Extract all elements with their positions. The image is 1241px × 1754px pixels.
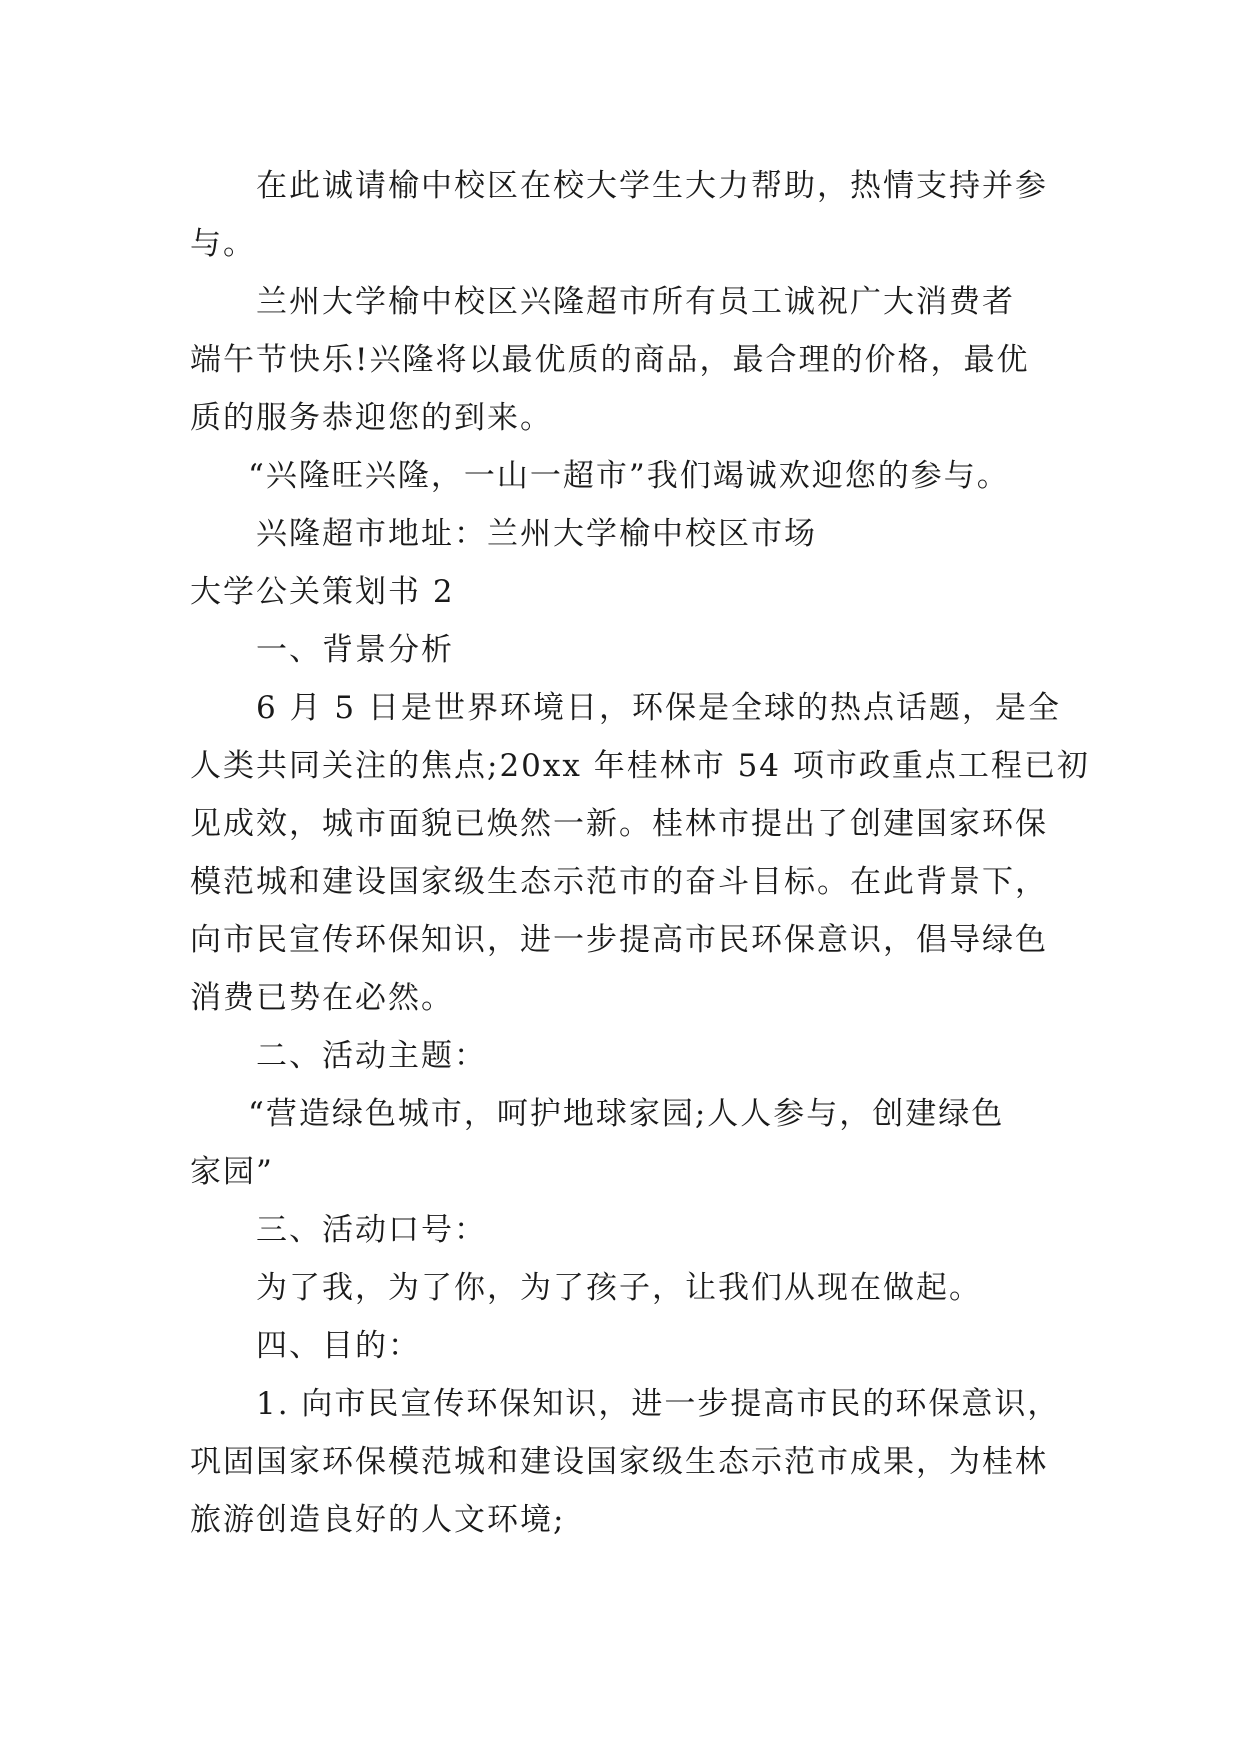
section-heading: 四、目的：: [256, 1328, 421, 1364]
paragraph-line: 见成效，城市面貌已焕然一新。桂林市提出了创建国家环保: [190, 806, 1048, 842]
paragraph-line: 1. 向市民宣传环保知识，进一步提高市民的环保意识，: [256, 1386, 1061, 1422]
paragraph-line: 旅游创造良好的人文环境;: [190, 1502, 566, 1538]
paragraph-line: 质的服务恭迎您的到来。: [190, 400, 553, 436]
paragraph-line: 兰州大学榆中校区兴隆超市所有员工诚祝广大消费者: [256, 284, 1015, 320]
paragraph-line: 家园”: [190, 1154, 274, 1190]
paragraph-line: 消费已势在必然。: [190, 980, 454, 1016]
section-title: 大学公关策划书 2: [190, 574, 455, 610]
section-heading: 一、背景分析: [256, 632, 454, 668]
paragraph-line: 为了我，为了你，为了孩子，让我们从现在做起。: [256, 1270, 982, 1306]
paragraph-line: “营造绿色城市，呵护地球家园;人人参与，创建绿色: [248, 1096, 1005, 1132]
paragraph-line: 与。: [190, 226, 256, 262]
paragraph-line: 兴隆超市地址：兰州大学榆中校区市场: [256, 516, 817, 552]
paragraph-line: 向市民宣传环保知识，进一步提高市民环保意识，倡导绿色: [190, 922, 1048, 958]
paragraph-line: 模范城和建设国家级生态示范市的奋斗目标。在此背景下，: [190, 864, 1048, 900]
paragraph-line: 端午节快乐!兴隆将以最优质的商品，最合理的价格，最优: [190, 342, 1030, 378]
section-heading: 二、活动主题：: [256, 1038, 487, 1074]
paragraph-line: 人类共同关注的焦点;20xx 年桂林市 54 项市政重点工程已初: [190, 748, 1090, 784]
section-heading: 三、活动口号：: [256, 1212, 487, 1248]
paragraph-line: 在此诚请榆中校区在校大学生大力帮助，热情支持并参: [256, 168, 1048, 204]
paragraph-line: 巩固国家环保模范城和建设国家级生态示范市成果，为桂林: [190, 1444, 1048, 1480]
paragraph-line: 6 月 5 日是世界环境日，环保是全球的热点话题，是全: [256, 690, 1062, 726]
paragraph-line: “兴隆旺兴隆，一山一超市”我们竭诚欢迎您的参与。: [248, 458, 1010, 494]
